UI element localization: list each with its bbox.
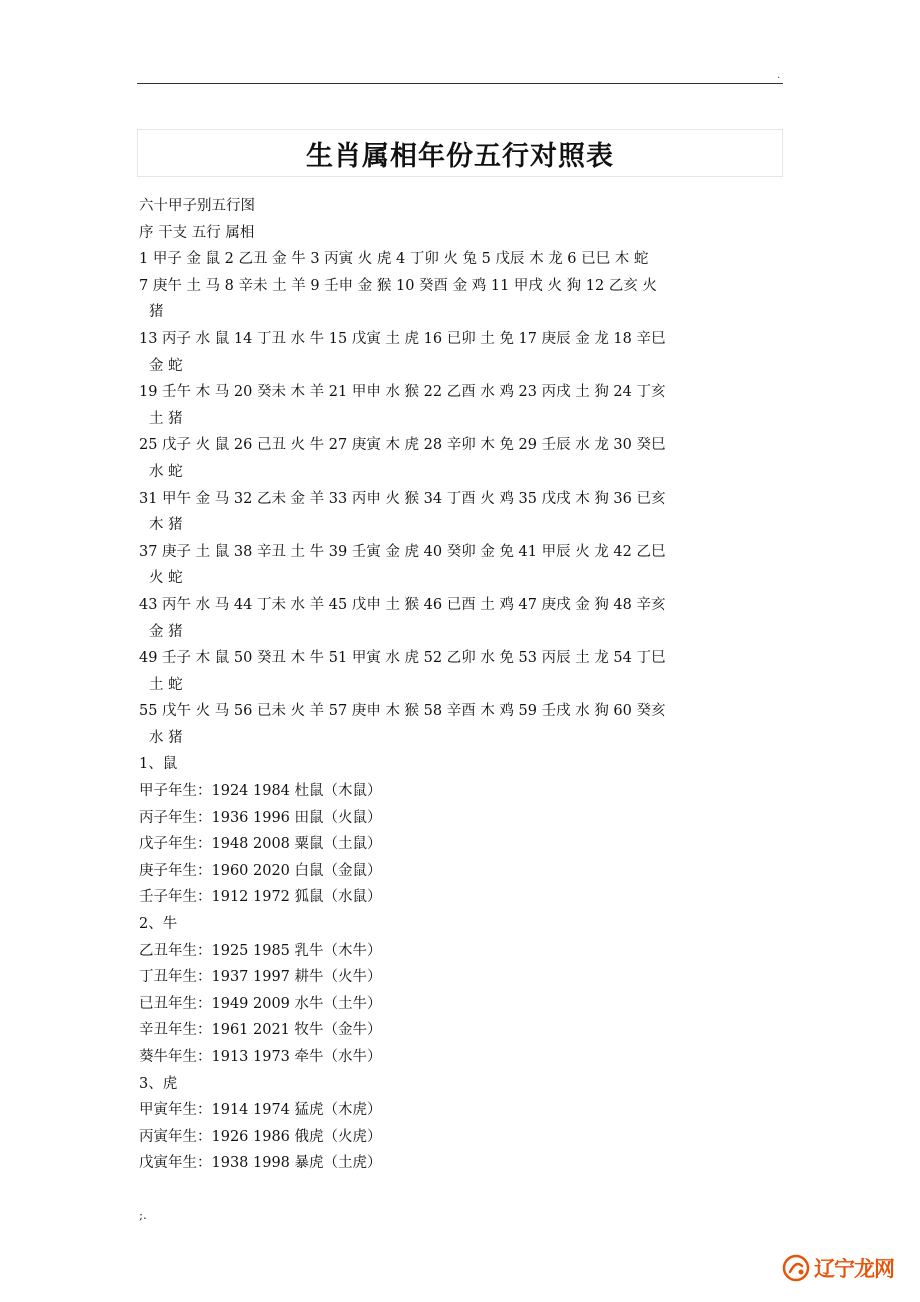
table-row-continuation: 金 蛇	[149, 357, 183, 374]
table-row-continuation: 金 猪	[149, 623, 183, 640]
column-header: 序 干支 五行 属相	[139, 224, 255, 241]
watermark-logo-icon	[782, 1254, 810, 1282]
zodiac-heading: 1、鼠	[139, 756, 178, 773]
header-rule	[137, 83, 783, 84]
table-row-continuation: 水 蛇	[149, 463, 183, 480]
zodiac-section-tiger	[139, 1071, 765, 1177]
title-box	[137, 129, 783, 177]
list-item: 已丑年生：1949 2009 水牛（土牛）	[139, 995, 382, 1012]
list-item: 辛丑年生：1961 2021 牧牛（金牛）	[139, 1022, 382, 1039]
list-item: 戊子年生：1948 2008 粟鼠（土鼠）	[139, 836, 382, 853]
table-row: 37 庚子 土 鼠 38 辛丑 土 牛 39 壬寅 金 虎 40 癸卯 金 免 41 甲辰 火 龙 42 乙巳	[139, 543, 666, 560]
table-row-continuation: 土 猪	[149, 410, 183, 427]
watermark-text: 辽宁龙网	[814, 1257, 894, 1281]
table-row: 55 戊午 火 马 56 已未 火 羊 57 庚申 木 猴 58 辛酉 木 鸡 59 壬戌 水 狗 60 癸亥	[139, 703, 666, 720]
table-row: 49 壬子 木 鼠 50 癸丑 木 牛 51 甲寅 水 虎 52 乙卯 水 免 53 丙辰 土 龙 54 丁巳	[139, 650, 666, 667]
list-item: 甲寅年生：1914 1974 猛虎（木虎）	[139, 1102, 382, 1119]
sexagenary-table	[139, 246, 765, 751]
table-row-continuation: 木 猪	[149, 517, 183, 534]
table-row-continuation: 土 蛇	[149, 676, 183, 693]
table-row-continuation: 猪	[149, 304, 164, 321]
table-row: 43 丙午 水 马 44 丁未 水 羊 45 戊申 土 猴 46 已酉 土 鸡 47 庚戌 金 狗 48 辛亥	[139, 596, 666, 613]
list-item: 乙丑年生：1925 1985 乳牛（木牛）	[139, 942, 382, 959]
table-row: 1 甲子 金 鼠 2 乙丑 金 牛 3 丙寅 火 虎 4 丁卯 火 兔 5 戊辰 木 龙 6 已巳 木 蛇	[139, 251, 649, 268]
zodiac-section-rat	[139, 751, 765, 911]
zodiac-section-ox	[139, 911, 765, 1071]
header-dot: .	[777, 70, 781, 81]
list-item: 庚子年生：1960 2020 白鼠（金鼠）	[139, 862, 382, 879]
footer-mark: ;.	[139, 1208, 147, 1222]
table-row: 19 壬午 木 马 20 癸未 木 羊 21 甲申 水 猴 22 乙酉 水 鸡 23 丙戌 土 狗 24 丁亥	[139, 384, 666, 401]
table-row: 7 庚午 土 马 8 辛未 土 羊 9 壬申 金 猴 10 癸酉 金 鸡 11 甲戌 火 狗 12 乙亥 火	[139, 277, 657, 294]
zodiac-heading: 3、虎	[139, 1075, 178, 1092]
list-item: 葵牛年生：1913 1973 牵牛（水牛）	[139, 1049, 382, 1065]
table-row-continuation: 水 猪	[149, 729, 183, 746]
table-row: 13 丙子 水 鼠 14 丁丑 水 牛 15 戊寅 土 虎 16 已卯 土 免 17 庚辰 金 龙 18 辛巳	[139, 330, 666, 347]
section-heading: 六十甲子别五行图	[139, 198, 255, 214]
document-body	[139, 193, 765, 1177]
watermark	[782, 1252, 894, 1284]
list-item: 丙寅年生：1926 1986 俄虎（火虎）	[139, 1128, 382, 1145]
list-item: 丙子年生：1936 1996 田鼠（火鼠）	[139, 809, 382, 826]
list-item: 丁丑年生：1937 1997 耕牛（火牛）	[139, 969, 382, 986]
page-title: 生肖属相年份五行对照表	[306, 140, 614, 172]
list-item: 甲子年生：1924 1984 杜鼠（木鼠）	[139, 783, 382, 800]
zodiac-heading: 2、牛	[139, 916, 178, 933]
list-item: 戊寅年生：1938 1998 暴虎（土虎）	[139, 1155, 382, 1172]
table-row: 25 戊子 火 鼠 26 己丑 火 牛 27 庚寅 木 虎 28 辛卯 木 免 29 壬辰 水 龙 30 癸巳	[139, 437, 666, 454]
table-row: 31 甲午 金 马 32 乙未 金 羊 33 丙申 火 猴 34 丁酉 火 鸡 35 戊戌 木 狗 36 已亥	[139, 490, 666, 507]
list-item: 壬子年生：1912 1972 狐鼠（水鼠）	[139, 889, 382, 906]
table-row-continuation: 火 蛇	[149, 570, 183, 587]
